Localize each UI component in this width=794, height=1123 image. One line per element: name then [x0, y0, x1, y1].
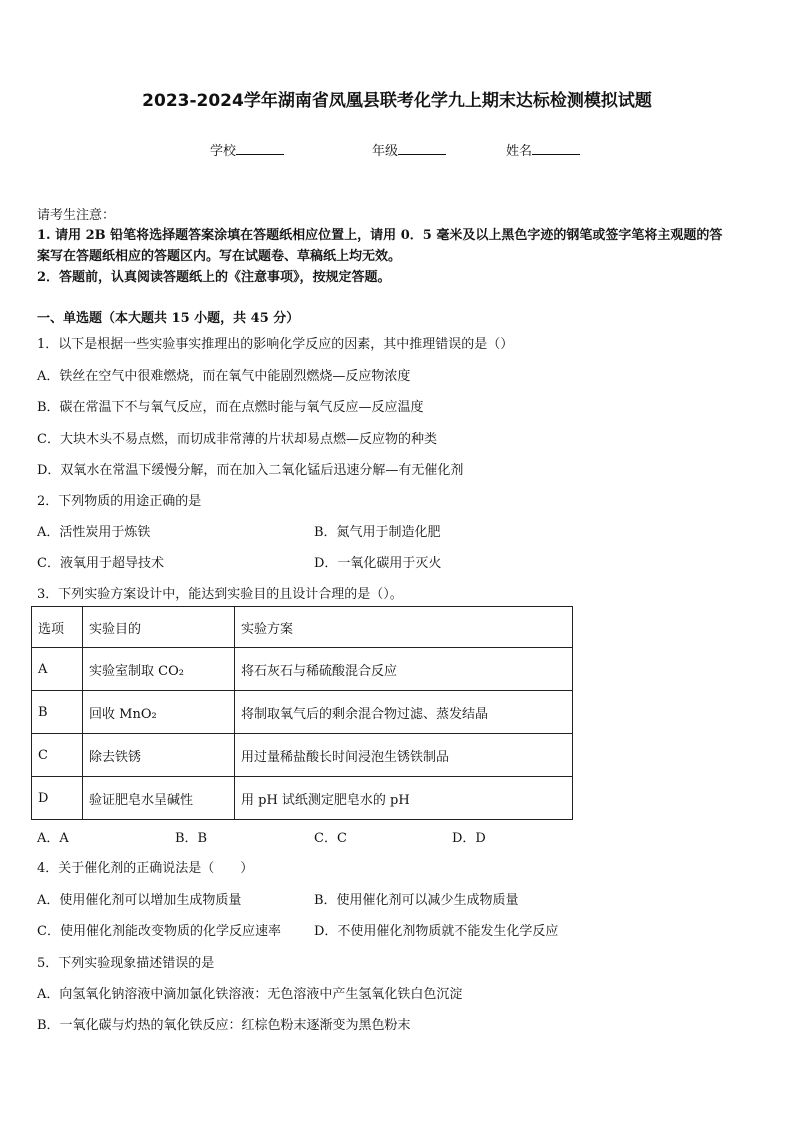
q2-option-c: C．液氧用于超导技术: [37, 556, 164, 571]
grade-field: [372, 140, 446, 159]
q3-option-b: B．B: [175, 831, 208, 846]
table-row: [32, 734, 573, 777]
table-row: [32, 691, 573, 734]
notice-item-1-line-2: 案写在答题纸相应的答题区内。写在试题卷、草稿纸上均无效。: [37, 249, 402, 264]
table-cell: A: [32, 648, 83, 691]
table-header-row: [32, 607, 573, 648]
q4-option-b: B．使用催化剂可以减少生成物质量: [314, 893, 519, 908]
school-label: 学校: [210, 144, 237, 159]
notice-item-1-line-1: 1. 请用 2B 铅笔将选择题答案涂填在答题纸相应位置上，请用 0．5 毫米及以上黑色字迹的钢笔或签字笔将主观题的答: [37, 228, 723, 243]
q3-option-d: D．D: [452, 831, 486, 846]
notice-item-2: 2．答题前，认真阅读答题纸上的《注意事项》，按规定答题。: [37, 270, 391, 285]
notice-heading: 请考生注意：: [37, 208, 116, 223]
q4-option-d: D．不使用催化剂物质就不能发生化学反应: [314, 924, 559, 939]
table-cell: 将石灰石与稀硫酸混合反应: [235, 648, 573, 691]
q1-option-c: C．大块木头不易点燃，而切成非常薄的片状却易点燃—反应物的种类: [37, 432, 437, 447]
grade-label: 年级: [372, 144, 399, 159]
q5-option-b: B．一氧化碳与灼热的氧化铁反应：红棕色粉末逐渐变为黑色粉末: [37, 1018, 411, 1033]
table-cell: B: [32, 691, 83, 734]
school-blank: [236, 142, 284, 155]
q5-stem: 5．下列实验现象描述错误的是: [37, 956, 215, 971]
q1-stem: 1．以下是根据一些实验事实推理出的影响化学反应的因素，其中推理错误的是（）: [37, 337, 514, 352]
table-cell: 除去铁锈: [83, 734, 235, 777]
q3-stem: 3．下列实验方案设计中，能达到实验目的且设计合理的是（）。: [37, 587, 403, 602]
table-cell: C: [32, 734, 83, 777]
q2-option-d: D．一氧化碳用于灭火: [314, 556, 442, 571]
q3-option-c: C．C: [314, 831, 347, 846]
q4-stem: 4．关于催化剂的正确说法是（ ）: [37, 861, 254, 876]
table-cell: D: [32, 777, 83, 820]
q5-option-a: A．向氢氧化钠溶液中滴加氯化铁溶液：无色溶液中产生氢氧化铁白色沉淀: [37, 987, 463, 1002]
table-row: [32, 777, 573, 820]
table-header-cell: 实验目的: [83, 607, 235, 648]
name-label: 姓名: [506, 144, 533, 159]
table-cell: 验证肥皂水呈碱性: [83, 777, 235, 820]
q2-stem: 2．下列物质的用途正确的是: [37, 494, 202, 509]
table-cell: 用过量稀盐酸长时间浸泡生锈铁制品: [235, 734, 573, 777]
q1-option-d: D．双氧水在常温下缓慢分解，而在加入二氧化锰后迅速分解—有无催化剂: [37, 463, 464, 478]
name-field: [506, 140, 580, 159]
grade-blank: [398, 142, 446, 155]
table-cell: 将制取氧气后的剩余混合物过滤、蒸发结晶: [235, 691, 573, 734]
table-header-cell: 选项: [32, 607, 83, 648]
q4-option-c: C．使用催化剂能改变物质的化学反应速率: [37, 924, 281, 939]
section-heading: 一、单选题（本大题共 15 小题，共 45 分）: [37, 311, 300, 326]
table-row: [32, 648, 573, 691]
name-blank: [532, 142, 580, 155]
q4-option-a: A．使用催化剂可以增加生成物质量: [37, 893, 242, 908]
q3-option-a: A．A: [37, 831, 69, 846]
q1-option-b: B．碳在常温下不与氧气反应，而在点燃时能与氧气反应—反应温度: [37, 400, 424, 415]
q2-option-a: A．活性炭用于炼铁: [37, 525, 151, 540]
table-cell: 回收 MnO₂: [83, 691, 235, 734]
q1-option-a: A．铁丝在空气中很难燃烧，而在氧气中能剧烈燃烧—反应物浓度: [37, 369, 411, 384]
table-cell: 实验室制取 CO₂: [83, 648, 235, 691]
school-field: [210, 140, 284, 159]
table-cell: 用 pH 试纸测定肥皂水的 pH: [235, 777, 573, 820]
q2-option-b: B．氮气用于制造化肥: [314, 525, 441, 540]
table-header-cell: 实验方案: [235, 607, 573, 648]
page-title: 2023-2024学年湖南省凤凰县联考化学九上期末达标检测模拟试题: [142, 91, 652, 111]
experiment-table: [31, 606, 573, 820]
